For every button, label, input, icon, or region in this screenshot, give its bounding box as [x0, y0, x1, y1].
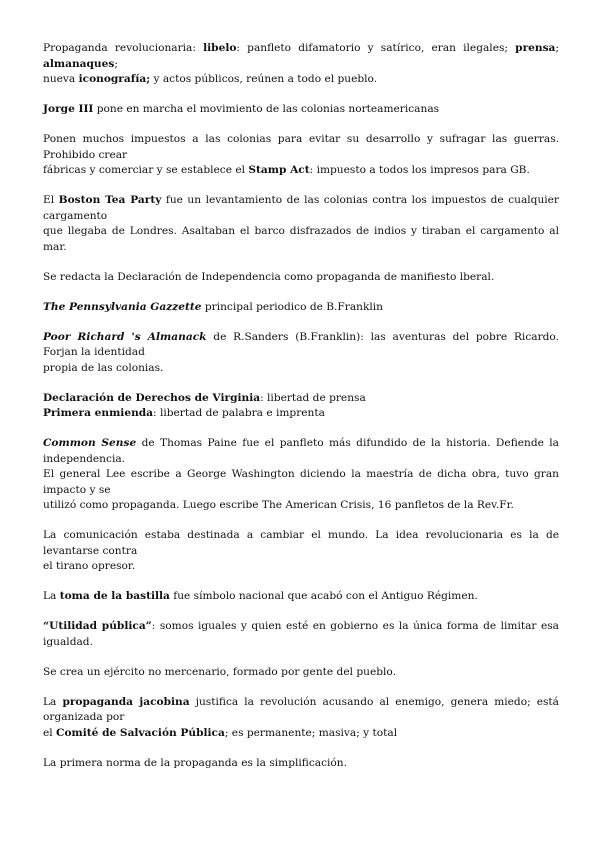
- text-run: El general Lee escribe a George Washington diciendo la maestría de dicha obra, tuvo gran impacto y se: [43, 468, 559, 496]
- paragraph: [43, 330, 559, 377]
- text-run: : libertad de prensa: [260, 391, 366, 404]
- bold-term: Comité de Salvación Pública: [56, 726, 225, 739]
- document-body: [43, 41, 559, 771]
- text-line: [43, 132, 559, 163]
- text-line: [43, 559, 559, 575]
- text-run: propia de las colonias.: [43, 361, 164, 374]
- bold-term: Declaración de Derechos de Virginia: [43, 391, 261, 404]
- paragraph: [43, 436, 559, 514]
- bold-term: “Utilidad pública”: [43, 620, 152, 632]
- paragraph: [43, 619, 559, 650]
- text-line: [43, 224, 559, 255]
- text-line: [43, 695, 559, 726]
- text-run: utilizó como propaganda. Luego escribe The American Crisis, 16 panfletos de la Rev.Fr.: [43, 499, 514, 511]
- paragraph: [43, 589, 559, 605]
- paragraph: [43, 300, 559, 316]
- text-run: principal periodico de B.Franklin: [201, 300, 383, 313]
- text-line: [43, 193, 559, 224]
- text-run: que llegaba de Londres. Asaltaban el barco disfrazados de indios y tiraban el cargamento al mar.: [43, 225, 559, 253]
- text-run: El: [43, 194, 59, 206]
- text-run: fábricas y comerciar y se establece el: [43, 164, 249, 176]
- text-run: pone en marcha el movimiento de las colonias norteamericanas: [93, 103, 440, 115]
- bold-term: almanaques: [43, 57, 115, 70]
- bold-term: Stamp Act: [248, 164, 310, 176]
- text-line: [43, 726, 559, 742]
- paragraph: [43, 102, 559, 118]
- bold-term: The Pennsylvania Gazzette: [43, 300, 202, 313]
- text-line: [43, 756, 559, 772]
- text-line: [43, 330, 559, 361]
- text-line: [43, 436, 559, 467]
- text-run: de R.Sanders (B.Franklin): las aventuras del pobre Ricardo. Forjan la identidad: [43, 330, 559, 358]
- bold-term: libelo: [203, 42, 237, 54]
- paragraph: [43, 665, 559, 681]
- text-run: Ponen muchos impuestos a las colonias para evitar su desarrollo y sufragar las guerras. Prohibido crear: [43, 133, 559, 161]
- bold-term: propaganda jacobina: [62, 695, 190, 708]
- text-line: [43, 467, 559, 498]
- text-run: ;: [555, 42, 559, 54]
- bold-term: Common Sense: [43, 437, 137, 449]
- text-run: Propaganda revolucionaria:: [43, 42, 204, 54]
- bold-term: Jorge III: [43, 103, 94, 115]
- text-run: ;: [114, 57, 118, 70]
- text-run: Se crea un ejército no mercenario, formado por gente del pueblo.: [43, 665, 396, 678]
- text-line: [43, 619, 559, 650]
- text-run: La primera norma de la propaganda es la simplificación.: [43, 756, 347, 769]
- text-run: el: [43, 726, 57, 739]
- text-run: fue símbolo nacional que acabó con el Antiguo Régimen.: [169, 590, 478, 602]
- text-line: [43, 72, 559, 88]
- text-line: [43, 41, 559, 72]
- bold-term: iconografía;: [78, 73, 151, 85]
- text-run: y actos públicos, reúnen a todo el pueblo.: [150, 73, 378, 85]
- paragraph: [43, 391, 559, 422]
- paragraph: [43, 270, 559, 286]
- text-run: : impuesto a todos los impresos para GB.: [309, 164, 530, 176]
- paragraph: [43, 756, 559, 772]
- text-run: : libertad de palabra e imprenta: [153, 407, 325, 419]
- text-run: La: [43, 695, 63, 708]
- text-line: [43, 498, 559, 514]
- paragraph: [43, 132, 559, 179]
- paragraph: [43, 193, 559, 255]
- text-run: : panfleto difamatorio y satírico, eran ilegales;: [236, 42, 516, 54]
- bold-term: Primera enmienda: [43, 407, 154, 419]
- text-line: [43, 665, 559, 681]
- text-run: justifica la revolución acusando al enemigo, genera miedo; está organizada por: [43, 695, 560, 723]
- text-run: : somos iguales y quien esté en gobierno es la única forma de limitar esa igualdad.: [43, 620, 560, 648]
- text-line: [43, 528, 559, 559]
- text-run: fue un levantamiento de las colonias contra los impuestos de cualquier cargamento: [43, 194, 559, 222]
- bold-term: Poor Richard 's Almanack: [43, 330, 207, 343]
- paragraph: [43, 528, 559, 575]
- text-run: ; es permanente; masiva; y total: [224, 726, 398, 739]
- text-line: [43, 300, 559, 316]
- text-line: [43, 361, 559, 377]
- text-line: [43, 270, 559, 286]
- paragraph: [43, 41, 559, 88]
- bold-term: toma de la bastilla: [59, 590, 170, 602]
- text-line: [43, 589, 559, 605]
- bold-term: Boston Tea Party: [58, 194, 162, 206]
- text-line: [43, 391, 559, 407]
- text-run: La: [43, 590, 60, 602]
- text-run: el tirano opresor.: [43, 560, 136, 572]
- paragraph: [43, 695, 559, 742]
- text-run: La comunicación estaba destinada a cambiar el mundo. La idea revolucionaria es la de levantarse contra: [43, 529, 559, 557]
- text-run: nueva: [43, 73, 79, 85]
- bold-term: prensa: [515, 42, 556, 54]
- text-run: de Thomas Paine fue el panfleto más difundido de la historia. Defiende la independencia.: [43, 437, 559, 465]
- text-run: Se redacta la Declaración de Independencia como propaganda de manifiesto lberal.: [43, 270, 495, 283]
- text-line: [43, 406, 559, 422]
- text-line: [43, 102, 559, 118]
- text-line: [43, 163, 559, 179]
